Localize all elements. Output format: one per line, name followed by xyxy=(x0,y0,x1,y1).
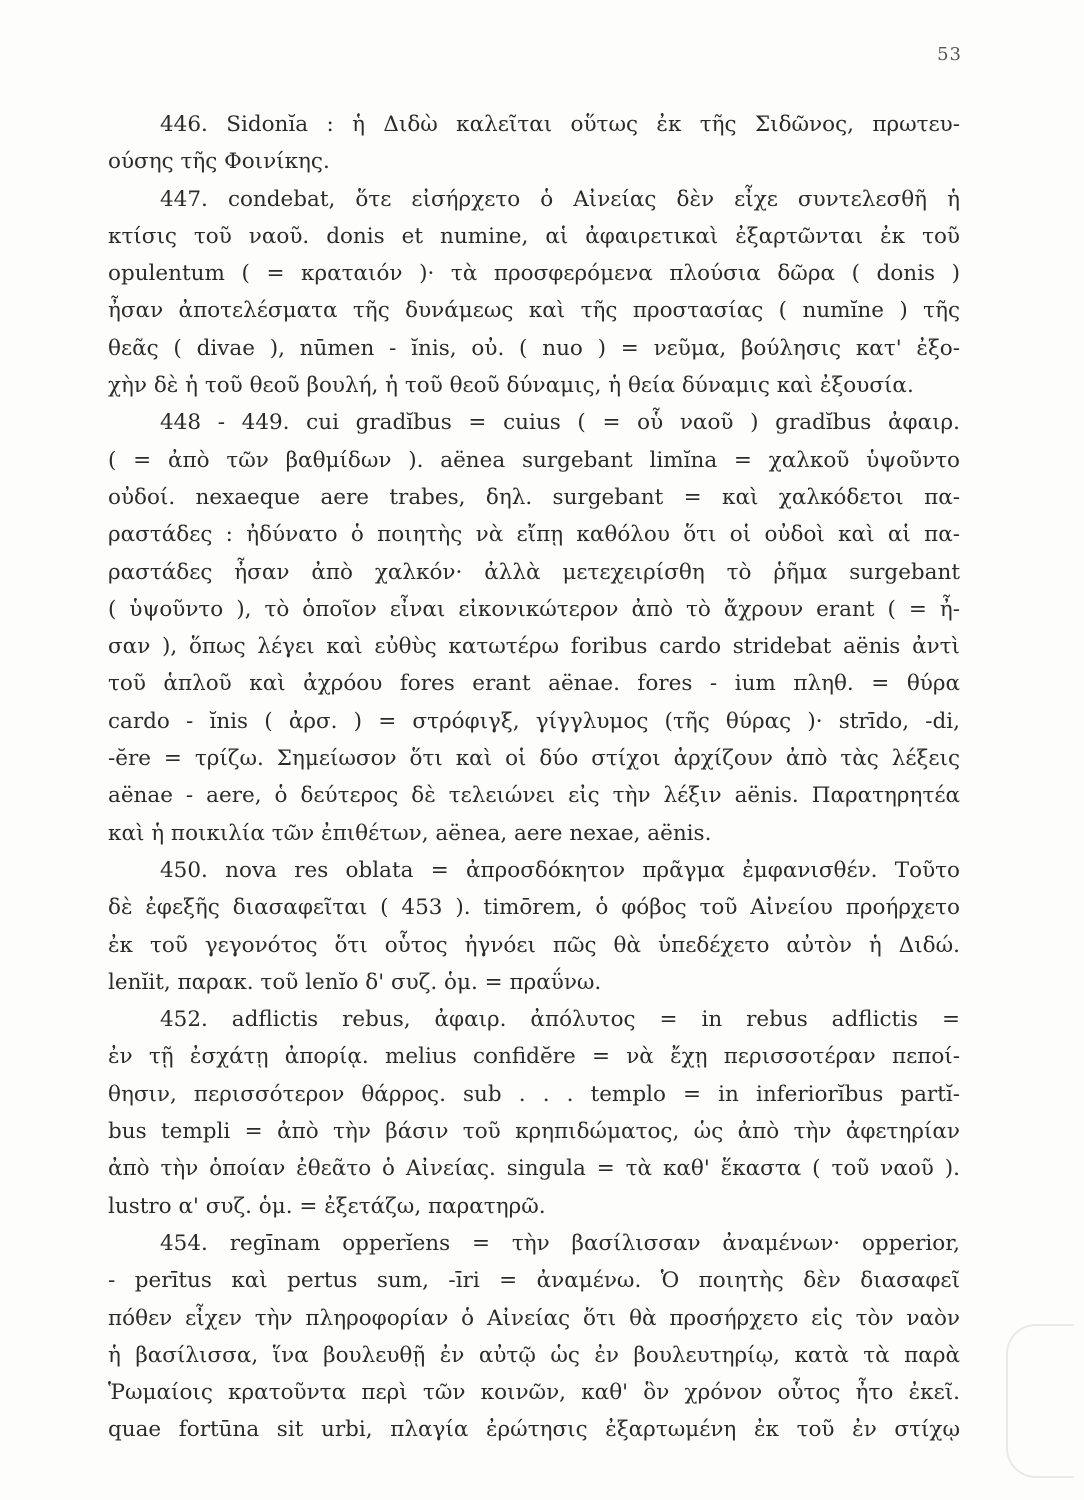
text-line: bus templi = ἀπὸ τὴν βάσιν τοῦ κρηπιδώματος, ὡς ἀπὸ τὴν ἀφετηρίαν xyxy=(108,1119,960,1145)
text-line: ( ὑψοῦντο ), τὸ ὁποῖον εἶναι εἰκονικώτερον ἀπὸ τὸ ἄχρουν erant ( = ἦ- xyxy=(108,596,960,622)
text-line: ἀπὸ τὴν ὁποίαν ἐθεᾶτο ὁ Αἰνείας. singula = τὰ καθ' ἕκαστα ( τοῦ ναοῦ ). xyxy=(108,1156,960,1182)
text-line: καὶ ἡ ποικιλία τῶν ἐπιθέτων, aënea, aere nexae, aënis. xyxy=(108,820,712,846)
text-line: -ĕre = τρίζω. Σημείωσον ὅτι καὶ οἱ δύο στίχοι ἀρχίζουν ἀπὸ τὰς λέξεις xyxy=(108,746,960,772)
text-line: δὲ ἐφεξῆς διασαφεῖται ( 453 ). timōrem, ὁ φόβος τοῦ Αἰνείου προήρχετο xyxy=(108,895,960,921)
page-number: 53 xyxy=(937,44,962,65)
text-line: lustro α' συζ. ὁμ. = ἐξετάζω, παρατηρῶ. xyxy=(108,1193,546,1219)
text-line: ( = ἀπὸ τῶν βαθμίδων ). aënea surgebant limĭna = χαλκοῦ ὑψοῦντο xyxy=(108,447,960,473)
text-line: ἐν τῇ ἐσχάτῃ ἀπορίᾳ. melius confidĕre = νὰ ἔχῃ περισσοτέραν πεποί- xyxy=(108,1044,960,1070)
text-line: θεᾶς ( divae ), nūmen - ĭnis, οὐ. ( nuo ) = νεῦμα, βούλησις κατ' ἐξο- xyxy=(108,335,960,361)
text-line: πόθεν εἶχεν τὴν πληροφορίαν ὁ Αἰνείας ὅτι θὰ προσήρχετο εἰς τὸν ναὸν xyxy=(108,1305,960,1331)
text-line: Ῥωμαίοις κρατοῦντα περὶ τῶν κοινῶν, καθ' ὃν χρόνον οὗτος ἦτο ἐκεῖ. xyxy=(108,1380,960,1406)
text-line: σαν ), ὅπως λέγει καὶ εὐθὺς κατωτέρω foribus cardo stridebat aënis ἀντὶ xyxy=(108,634,960,660)
text-line: 454. regīnam opperĭens = τὴν βασίλισσαν ἀναμένων· opperior, xyxy=(160,1230,960,1256)
text-line: ἦσαν ἀποτελέσματα τῆς δυνάμεως καὶ τῆς προστασίας ( numĭne ) τῆς xyxy=(108,298,960,324)
text-line: ἡ βασίλισσα, ἵνα βουλευθῇ ἐν αὐτῷ ὡς ἐν βουλευτηρίῳ, κατὰ τὰ παρὰ xyxy=(108,1342,960,1368)
text-line: 446. Sidonĭa : ἡ Διδὼ καλεῖται οὕτως ἐκ τῆς Σιδῶνος, πρωτευ- xyxy=(160,112,960,137)
text-line: lenĭit, παρακ. τοῦ lenĭo δ' συζ. ὁμ. = πραΰνω. xyxy=(108,969,602,995)
library-stamp xyxy=(1006,1324,1074,1478)
text-line: ούσης τῆς Φοινίκης. xyxy=(108,149,330,175)
text-line: χὴν δὲ ἡ τοῦ θεοῦ βουλή, ἡ τοῦ θεοῦ δύναμις, ἡ θεία δύναμις καὶ ἐξουσία. xyxy=(108,373,914,399)
text-line: cardo - ĭnis ( ἀρσ. ) = στρόφιγξ, γίγγλυμος (τῆς θύρας )· strīdo, -di, xyxy=(108,708,960,734)
text-line: 448 - 449. cui gradĭbus = cuius ( = οὗ ναοῦ ) gradĭbus ἀφαιρ. xyxy=(160,410,960,436)
text-line: ραστάδες : ἠδύνατο ὁ ποιητὴς νὰ εἴπῃ καθόλου ὅτι οἱ οὐδοὶ καὶ αἱ πα- xyxy=(108,522,960,548)
text-line: quae fortūna sit urbi, πλαγία ἐρώτησις ἐξαρτωμένη ἐκ τοῦ ἐν στίχῳ xyxy=(108,1417,960,1443)
text-line: οὐδοί. nexaeque aere trabes, δηλ. surgebant = καὶ χαλκόδετοι πα- xyxy=(108,484,960,510)
text-line: 452. adflictis rebus, ἀφαιρ. ἀπόλυτος = in rebus adflictis = xyxy=(160,1007,960,1033)
text-line: - perītus καὶ pertus sum, -īri = ἀναμένω. Ὁ ποιητὴς δὲν διασαφεῖ xyxy=(108,1268,960,1294)
text-line: ραστάδες ἦσαν ἀπὸ χαλκόν· ἀλλὰ μετεχειρίσθη τὸ ῥῆμα surgebant xyxy=(108,559,960,585)
text-line: 450. nova res oblata = ἀπροσδόκητον πρᾶγμα ἐμφανισθέν. Τοῦτο xyxy=(160,857,960,883)
text-line: 447. condebat, ὅτε εἰσήρχετο ὁ Αἰνείας δὲν εἶχε συντελεσθῆ ἡ xyxy=(160,186,960,212)
commentary-text xyxy=(108,106,960,1449)
text-line: aënae - aere, ὁ δεύτερος δὲ τελειώνει εἰς τὴν λέξιν aënis. Παρατηρητέα xyxy=(108,783,960,809)
text-line: ἐκ τοῦ γεγονότος ὅτι οὗτος ἠγνόει πῶς θὰ ὑπεδέχετο αὐτὸν ἡ Διδώ. xyxy=(108,932,960,958)
text-line: τοῦ ἁπλοῦ καὶ ἀχρόου fores erant aënae. fores - ium πληθ. = θύρα xyxy=(108,671,960,697)
text-line: opulentum ( = κραταιόν )· τὰ προσφερόμενα πλούσια δῶρα ( donis ) xyxy=(108,261,960,287)
text-line: θησιν, περισσότερον θάρρος. sub . . . templo = in inferiorĭbus partĭ- xyxy=(108,1081,960,1107)
text-line: κτίσις τοῦ ναοῦ. donis et numine, αἱ ἀφαιρετικαὶ ἐξαρτῶνται ἐκ τοῦ xyxy=(108,223,960,249)
